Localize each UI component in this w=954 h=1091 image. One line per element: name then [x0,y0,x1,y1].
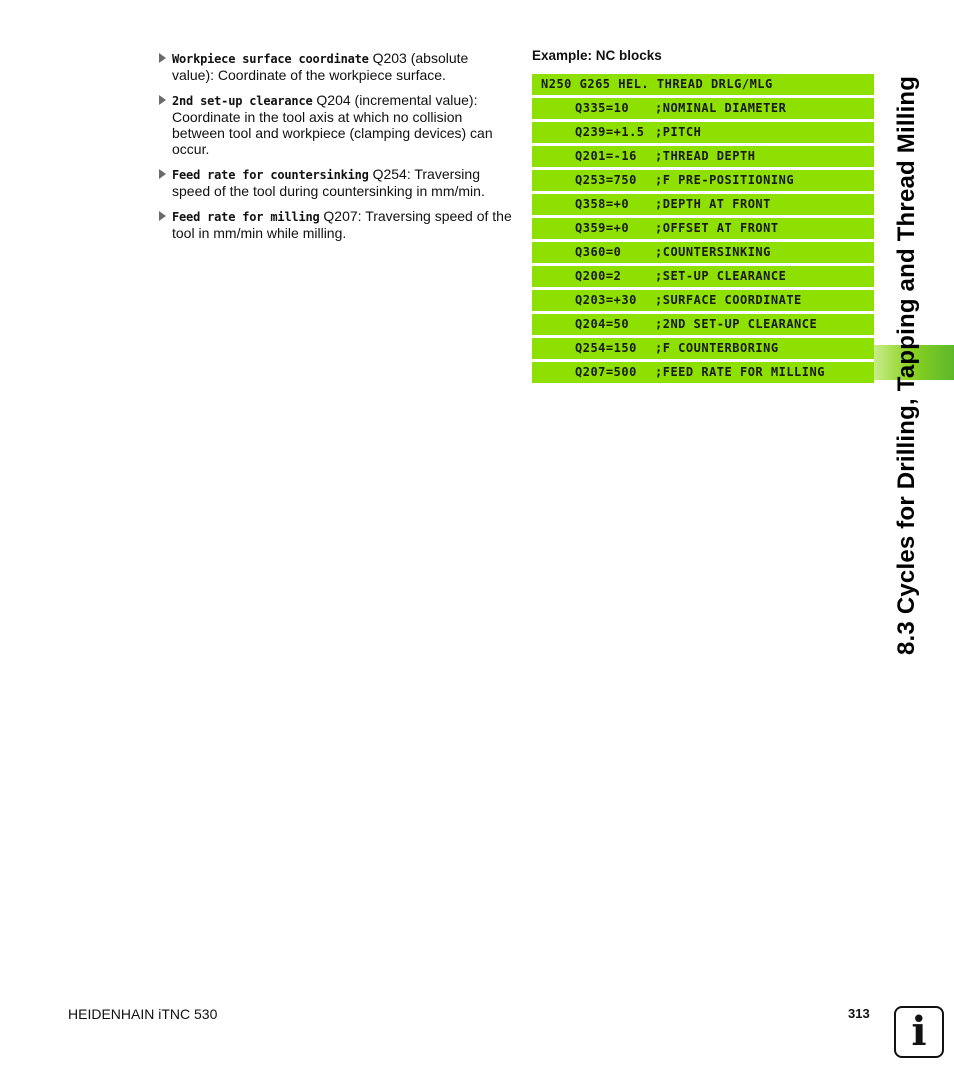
example-title: Example: NC blocks [532,48,662,63]
nc-comment: ;THREAD DEPTH [655,149,756,163]
nc-comment: ;NOMINAL DIAMETER [655,101,787,115]
nc-param: Q239=+1.5 [575,125,645,139]
nc-param: Q254=150 [575,341,637,355]
bullet-arrow-icon [159,211,166,221]
nc-param: Q207=500 [575,365,637,379]
nc-param: Q360=0 [575,245,622,259]
nc-comment: ;FEED RATE FOR MILLING [655,365,825,379]
nc-param: Q359=+0 [575,221,630,235]
chapter-side-title: 8.3 Cycles for Drilling, Tapping and Thread Milling [893,75,920,655]
nc-param: Q200=2 [575,269,622,283]
nc-row [532,98,874,119]
param-text: Q203 (absolute value): Coordinate of the workpiece surface. [172,50,469,83]
nc-comment: ;SURFACE COORDINATE [655,293,802,307]
nc-header-row [532,74,874,95]
param-text: Q204 (incremental value): Coordinate in the tool axis at which no collision between tool and workpiece (clamping devices) can occur. [172,92,493,157]
parameter-list [158,50,514,250]
nc-comment: ;F COUNTERBORING [655,341,779,355]
nc-param: Q253=750 [575,173,637,187]
bullet-arrow-icon [159,169,166,179]
page-number: 313 [848,1006,870,1021]
nc-row [532,218,874,239]
param-item [158,50,514,83]
nc-row [532,146,874,167]
info-icon [894,1006,944,1058]
nc-row [532,290,874,311]
nc-comment: ;PITCH [655,125,702,139]
info-icon-glyph: i [911,1008,927,1055]
nc-example [532,48,874,386]
param-text: Q207: Traversing speed of the tool in mm/min while milling. [172,208,512,241]
nc-row [532,314,874,335]
nc-row [532,122,874,143]
nc-row [532,362,874,383]
nc-param: Q203=+30 [575,293,637,307]
param-item [158,166,514,199]
nc-param: Q201=-16 [575,149,637,163]
nc-row [532,338,874,359]
param-code: Feed rate for countersinking [172,168,369,182]
nc-comment: ;2ND SET-UP CLEARANCE [655,317,818,331]
nc-param: Q204=50 [575,317,630,331]
param-code: Feed rate for milling [172,210,320,224]
nc-row [532,242,874,263]
nc-comment: ;F PRE-POSITIONING [655,173,795,187]
nc-row [532,170,874,191]
param-text: Q254: Traversing speed of the tool during countersinking in mm/min. [172,166,485,199]
param-code: 2nd set-up clearance [172,94,313,108]
param-code: Workpiece surface coordinate [172,52,369,66]
bullet-arrow-icon [159,53,166,63]
nc-comment: ;SET-UP CLEARANCE [655,269,787,283]
nc-param: Q335=10 [575,101,630,115]
footer-product: HEIDENHAIN iTNC 530 [68,1006,218,1022]
bullet-arrow-icon [159,95,166,105]
nc-header-text: N250 G265 HEL. THREAD DRLG/MLG [541,77,773,91]
nc-comment: ;DEPTH AT FRONT [655,197,771,211]
nc-row [532,266,874,287]
nc-param: Q358=+0 [575,197,630,211]
param-item [158,208,514,241]
param-item [158,92,514,157]
nc-row [532,194,874,215]
nc-comment: ;COUNTERSINKING [655,245,771,259]
nc-comment: ;OFFSET AT FRONT [655,221,779,235]
